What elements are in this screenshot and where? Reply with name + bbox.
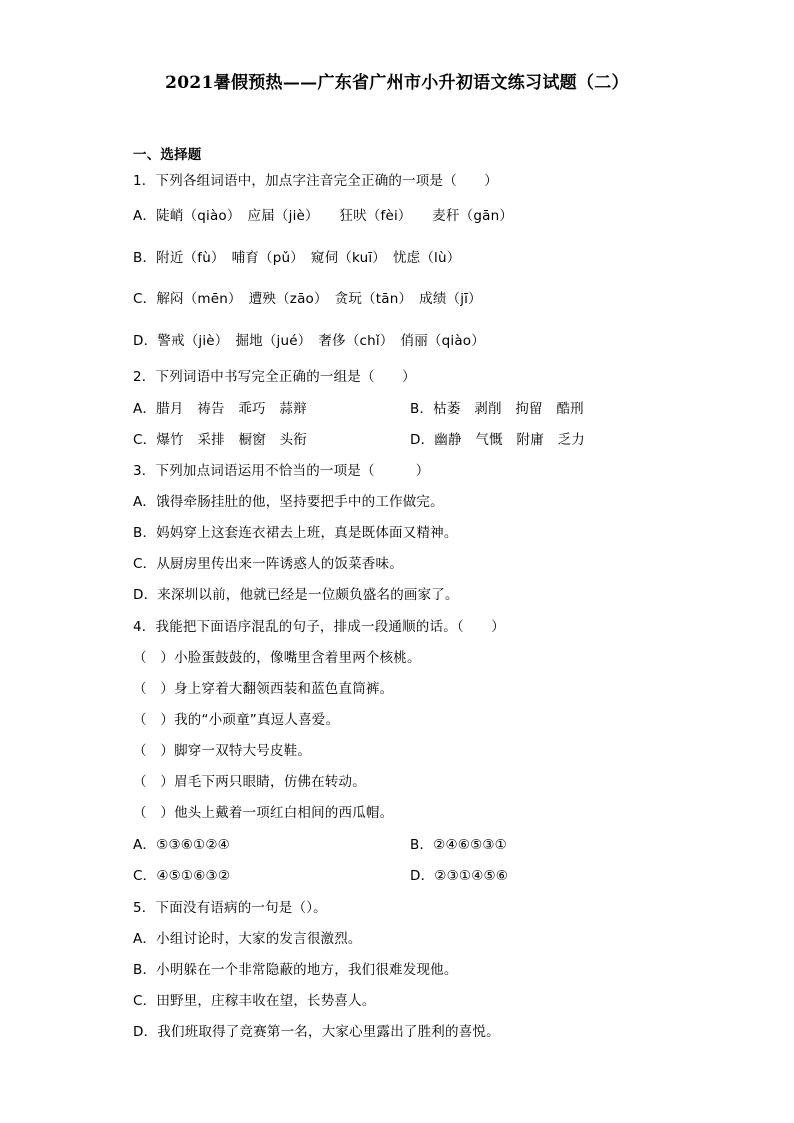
question-4-sentence-2: （ ）身上穿着大翻领西装和蓝色直筒裤。 <box>133 681 394 697</box>
question-4-option-d: D．②③①④⑤⑥ <box>410 868 509 884</box>
question-2-option-c: C．爆竹 采排 橱窗 头衔 <box>133 432 308 448</box>
question-4-sentence-6: （ ）他头上戴着一项红白相间的西瓜帽。 <box>133 805 394 821</box>
question-5-option-b: B．小明躲在一个非常隐蔽的地方，我们很难发现他。 <box>133 962 458 978</box>
question-4-option-b: B．②④⑥⑤③① <box>410 837 507 853</box>
question-2-option-a: A．腊月 祷告 乖巧 蒜辩 <box>133 401 307 417</box>
question-5-option-a: A．小组讨论时，大家的发言很激烈。 <box>133 931 362 947</box>
question-1-option-c: C．解闷（mēn） 遭殃（zāo） 贪玩（tān） 成绩（jī） <box>133 291 482 307</box>
question-2-option-d: D．幽静 气慨 附庸 乏力 <box>410 432 585 448</box>
question-2-stem: 2．下列词语中书写完全正确的一组是（ ） <box>133 369 416 385</box>
section-heading: 一、选择题 <box>133 147 202 163</box>
question-4-stem: 4．我能把下面语序混乱的句子，排成一段通顺的话。（ ） <box>133 619 505 635</box>
question-1-option-a: A．陡峭（qiào） 应届（jiè） 狂吠（fèi） 麦秆（gān） <box>133 208 514 224</box>
question-3-option-b: B．妈妈穿上这套连衣裙去上班，真是既体面又精神。 <box>133 525 458 541</box>
question-3-option-c: C．从厨房里传出来一阵诱惑人的饭菜香味。 <box>133 556 403 572</box>
question-4-option-c: C．④⑤①⑥③② <box>133 868 231 884</box>
page-title: 2021暑假预热——广东省广州市小升初语文练习试题（二） <box>165 73 629 93</box>
question-3-option-d: D．来深圳以前，他就已经是一位颇负盛名的画家了。 <box>133 587 459 603</box>
question-5-option-d: D．我们班取得了竞赛第一名，大家心里露出了胜利的喜悦。 <box>133 1024 500 1040</box>
question-4-sentence-4: （ ）脚穿一双特大号皮鞋。 <box>133 743 312 759</box>
question-4-sentence-1: （ ）小脸蛋鼓鼓的，像嘴里含着里两个核桃。 <box>133 650 421 666</box>
question-5-stem: 5．下面没有语病的一句是（）。 <box>133 900 327 916</box>
question-4-sentence-5: （ ）眉毛下两只眼睛，仿佛在转动。 <box>133 774 366 790</box>
question-2-option-b: B．枯萎 剥削 拘留 酷刑 <box>410 401 584 417</box>
question-3-stem: 3．下列加点词语运用不恰当的一项是（ ） <box>133 463 430 479</box>
question-1-option-b: B．附近（fù） 哺育（pǔ） 窥伺（kuī） 忧虑（lù） <box>133 250 461 266</box>
question-1-stem: 1．下列各组词语中，加点字注音完全正确的一项是（ ） <box>133 173 498 189</box>
question-4-option-a: A．⑤③⑥①②④ <box>133 837 230 853</box>
question-1-option-d: D．警戒（jiè） 掘地（jué） 奢侈（chǐ） 俏丽（qiào） <box>133 333 485 349</box>
question-5-option-c: C．田野里，庄稼丰收在望，长势喜人。 <box>133 993 376 1009</box>
question-4-sentence-3: （ ）我的“小顽童”真逗人喜爱。 <box>133 712 340 728</box>
question-3-option-a: A．饿得牵肠挂肚的他，坚持要把手中的工作做完。 <box>133 494 444 510</box>
